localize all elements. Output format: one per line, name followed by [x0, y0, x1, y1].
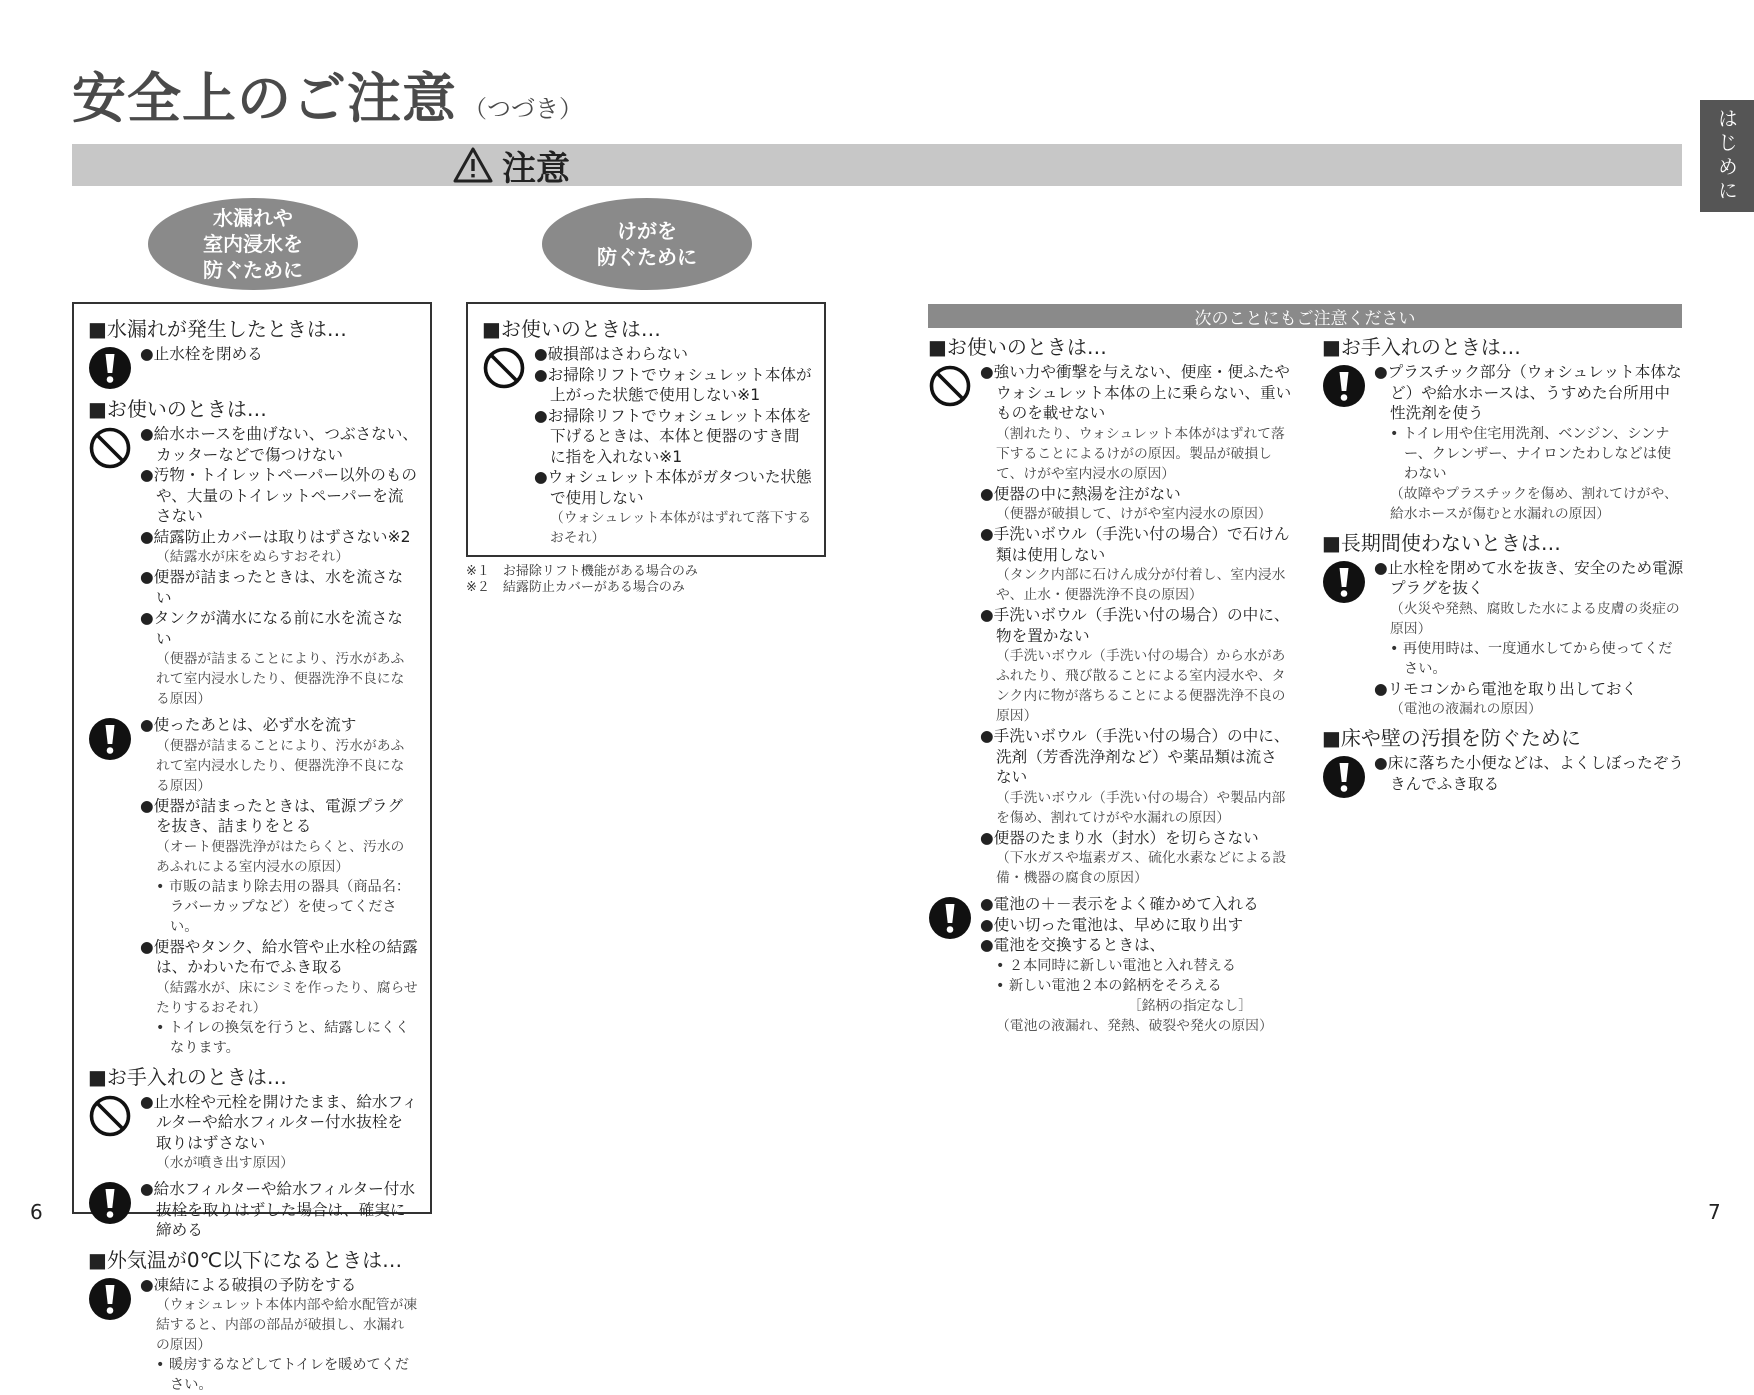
- warning-item: ● 結露防止カバーは取りはずさない※2: [140, 527, 418, 548]
- section-heading: ■長期間使わないときは…: [1322, 530, 1684, 556]
- box-water-leak-content: [88, 316, 418, 1395]
- exclamation-icon: [928, 896, 972, 940]
- warning-item: ● お掃除リフトでウォシュレット本体が上がった状態で使用しない※1: [534, 365, 812, 406]
- section-heading: ■外気温が0℃以下になるときは…: [88, 1247, 418, 1273]
- section-heading: ■お使いのときは…: [482, 316, 812, 342]
- sub-bullet: • ２本同時に新しい電池と入れ替える: [980, 956, 1292, 976]
- warning-item: ● 手洗いボウル（手洗い付の場合）の中に、洗剤（芳香洗浄剤など）や薬品類は流さない: [980, 726, 1292, 788]
- warning-items: [140, 1275, 418, 1395]
- warning-item: ● プラスチック部分（ウォシュレット本体など）や給水ホースは、うすめた台所用中性洗剤を使う: [1374, 362, 1684, 424]
- warning-item: ● 止水栓や元栓を開けたまま、給水フィルターや給水フィルター付水抜栓を取りはずさない: [140, 1092, 418, 1154]
- warning-group: [1322, 753, 1684, 799]
- reason-note: （電池の液漏れ、発熱、破裂や発火の原因）: [980, 1016, 1292, 1036]
- warning-item: ● 電池の＋－表示をよく確かめて入れる: [980, 894, 1292, 915]
- section-heading: ■お手入れのときは…: [1322, 334, 1684, 360]
- footnote-1: ※１ お掃除リフト機能がある場合のみ: [466, 564, 698, 580]
- warning-item: ● 汚物・トイレットペーパー以外のものや、大量のトイレットペーパーを流さない: [140, 465, 418, 527]
- reason-note: （下水ガスや塩素ガス、硫化水素などによる設備・機器の腐食の原因）: [980, 848, 1292, 888]
- warning-group: [1322, 558, 1684, 720]
- exclamation-icon: [88, 717, 132, 761]
- oval-prevent-injury: けがを 防ぐために: [542, 198, 752, 290]
- warning-items: [140, 424, 418, 709]
- warning-group: [88, 424, 418, 709]
- reason-note: （割れたり、ウォシュレット本体がはずれて落下することによるけがの原因。製品が破損して、けがや室内浸水の原因）: [980, 424, 1292, 484]
- footnotes: [466, 564, 698, 596]
- warning-items: [140, 344, 418, 390]
- warning-group: [88, 715, 418, 1058]
- warning-group: [88, 1275, 418, 1395]
- sub-bullet: • トイレ用や住宅用洗剤、ベンジン、シンナー、クレンザー、ナイロンたわしなどは使わない: [1374, 424, 1684, 484]
- warning-item: ● 電池を交換するときは、: [980, 935, 1292, 956]
- warning-group: [88, 1092, 418, 1174]
- exclamation-icon: [88, 1181, 132, 1225]
- caution-label: 注意: [502, 141, 570, 190]
- warning-items: [980, 894, 1292, 1036]
- reason-note: （オート便器洗浄がはたらくと、汚水のあふれによる室内浸水の原因）: [140, 837, 418, 877]
- warning-triangle-icon: [452, 146, 494, 184]
- warning-item: ● 給水ホースを曲げない、つぶさない、カッターなどで傷つけない: [140, 424, 418, 465]
- warning-item: ● 給水フィルターや給水フィルター付水抜栓を取りはずした場合は、確実に締める: [140, 1179, 418, 1241]
- reason-note: （故障やプラスチックを傷め、割れてけがや、給水ホースが傷むと水漏れの原因）: [1374, 484, 1684, 524]
- warning-item: ● 使ったあとは、必ず水を流す: [140, 715, 418, 736]
- warning-group: [928, 362, 1292, 888]
- prohibited-icon: [928, 364, 972, 408]
- warning-item: ● 使い切った電池は、早めに取り出す: [980, 915, 1292, 936]
- page-subtitle: （つづき）: [463, 95, 583, 123]
- warning-item: ● タンクが満水になる前に水を流さない: [140, 608, 418, 649]
- page-number-left: 6: [30, 1200, 43, 1224]
- warning-item: ● 便器のたまり水（封水）を切らさない: [980, 828, 1292, 849]
- sub-bullet: • 再使用時は、一度通水してから使ってください。: [1374, 639, 1684, 679]
- sub-bullet: • 暖房するなどしてトイレを暖めてください。: [140, 1355, 418, 1395]
- section-heading: ■水漏れが発生したときは…: [88, 316, 418, 342]
- reason-note: （ウォシュレット本体内部や給水配管が凍結すると、内部の部品が破損し、水漏れの原因）: [140, 1295, 418, 1355]
- warning-item: ● 床に落ちた小便などは、よくしぼったぞうきんでふき取る: [1374, 753, 1684, 794]
- reason-note: （ウォシュレット本体がはずれて落下するおそれ）: [534, 508, 812, 548]
- warning-item: ● 便器の中に熱湯を注がない: [980, 484, 1292, 505]
- warning-items: [1374, 558, 1684, 720]
- reason-note: （電池の液漏れの原因）: [1374, 699, 1684, 719]
- column-general-use: [928, 334, 1292, 1042]
- warning-item: ● お掃除リフトでウォシュレット本体を下げるときは、本体と便器のすき間に指を入れない※1: [534, 406, 812, 468]
- box-injury-content: [482, 316, 812, 548]
- warning-items: [534, 344, 812, 548]
- warning-group: [88, 1179, 418, 1241]
- warning-item: ● 手洗いボウル（手洗い付の場合）の中に、物を置かない: [980, 605, 1292, 646]
- reason-note: （便器が破損して、けがや室内浸水の原因）: [980, 504, 1292, 524]
- reason-note: （結露水が床をぬらすおそれ）: [140, 547, 418, 567]
- exclamation-icon: [1322, 755, 1366, 799]
- section-heading: ■お手入れのときは…: [88, 1064, 418, 1090]
- warning-item: ● リモコンから電池を取り出しておく: [1374, 679, 1684, 700]
- warning-group: [1322, 362, 1684, 524]
- section-heading: ■お使いのときは…: [928, 334, 1292, 360]
- page-title-block: [72, 56, 583, 133]
- sub-bullet: • トイレの換気を行うと、結露しにくくなります。: [140, 1018, 418, 1058]
- caution-heading: [452, 144, 570, 186]
- column-maintenance-content: [1322, 334, 1684, 799]
- sub-bullet: • 市販の詰まり除去用の器具（商品名：ラバーカップなど）を使ってください。: [140, 877, 418, 937]
- column-maintenance: [1322, 334, 1684, 805]
- reason-note: ［銘柄の指定なし］: [980, 996, 1292, 1016]
- reason-note: （結露水が、床にシミを作ったり、腐らせたりするおそれ）: [140, 978, 418, 1018]
- warning-group: [482, 344, 812, 548]
- warning-item: ● 止水栓を閉めて水を抜き、安全のため電源プラグを抜く: [1374, 558, 1684, 599]
- warning-item: ● 止水栓を閉める: [140, 344, 418, 365]
- warning-items: [1374, 362, 1684, 524]
- prohibited-icon: [482, 346, 526, 390]
- warning-item: ● 破損部はさわらない: [534, 344, 812, 365]
- box-water-leak: [72, 302, 432, 1214]
- warning-item: ● 便器が詰まったときは、水を流さない: [140, 567, 418, 608]
- exclamation-icon: [88, 346, 132, 390]
- reason-note: （タンク内部に石けん成分が付着し、室内浸水や、止水・便器洗浄不良の原因）: [980, 565, 1292, 605]
- oval-prevent-water-leak: 水漏れや 室内浸水を 防ぐために: [148, 198, 358, 290]
- warning-items: [1374, 753, 1684, 799]
- reason-note: （便器が詰まることにより、汚水があふれて室内浸水したり、便器洗浄不良になる原因）: [140, 736, 418, 796]
- exclamation-icon: [88, 1277, 132, 1321]
- warning-items: [140, 715, 418, 1058]
- warning-item: ● ウォシュレット本体がガタついた状態で使用しない: [534, 467, 812, 508]
- warning-item: ● 強い力や衝撃を与えない、便座・便ふたやウォシュレット本体の上に乗らない、重いものを載せない: [980, 362, 1292, 424]
- warning-items: [980, 362, 1292, 888]
- reason-note: （手洗いボウル（手洗い付の場合）から水があふれたり、飛び散ることによる室内浸水や、タンク内に物が落ちることによる便器洗浄不良の原因）: [980, 646, 1292, 726]
- reason-note: （水が噴き出す原因）: [140, 1153, 418, 1173]
- column-general-use-content: [928, 334, 1292, 1036]
- reason-note: （手洗いボウル（手洗い付の場合）や製品内部を傷め、割れてけがや水漏れの原因）: [980, 788, 1292, 828]
- warning-item: ● 便器やタンク、給水管や止水栓の結露は、かわいた布でふき取る: [140, 937, 418, 978]
- page-title: 安全上のご注意: [72, 67, 457, 130]
- reason-note: （便器が詰まることにより、汚水があふれて室内浸水したり、便器洗浄不良になる原因）: [140, 649, 418, 709]
- warning-group: [928, 894, 1292, 1036]
- box-injury: [466, 302, 826, 557]
- exclamation-icon: [1322, 560, 1366, 604]
- prohibited-icon: [88, 426, 132, 470]
- warning-item: ● 手洗いボウル（手洗い付の場合）で石けん類は使用しない: [980, 524, 1292, 565]
- caution-bar: [72, 144, 1682, 186]
- reason-note: （火災や発熱、腐敗した水による皮膚の炎症の原因）: [1374, 599, 1684, 639]
- prohibited-icon: [88, 1094, 132, 1138]
- section-heading: ■お使いのときは…: [88, 396, 418, 422]
- sub-bullet: • 新しい電池２本の銘柄をそろえる: [980, 976, 1292, 996]
- warning-item: ● 便器が詰まったときは、電源プラグを抜き、詰まりをとる: [140, 796, 418, 837]
- footnote-2: ※２ 結露防止カバーがある場合のみ: [466, 580, 698, 596]
- section-heading: ■床や壁の汚損を防ぐために: [1322, 725, 1684, 751]
- exclamation-icon: [1322, 364, 1366, 408]
- page-number-right: 7: [1708, 1200, 1721, 1224]
- warning-group: [88, 344, 418, 390]
- side-tab-introduction[interactable]: はじめに: [1700, 100, 1754, 212]
- warning-items: [140, 1092, 418, 1174]
- warning-item: ● 凍結による破損の予防をする: [140, 1275, 418, 1296]
- warning-items: [140, 1179, 418, 1241]
- also-note-bar: 次のことにもご注意ください: [928, 304, 1682, 328]
